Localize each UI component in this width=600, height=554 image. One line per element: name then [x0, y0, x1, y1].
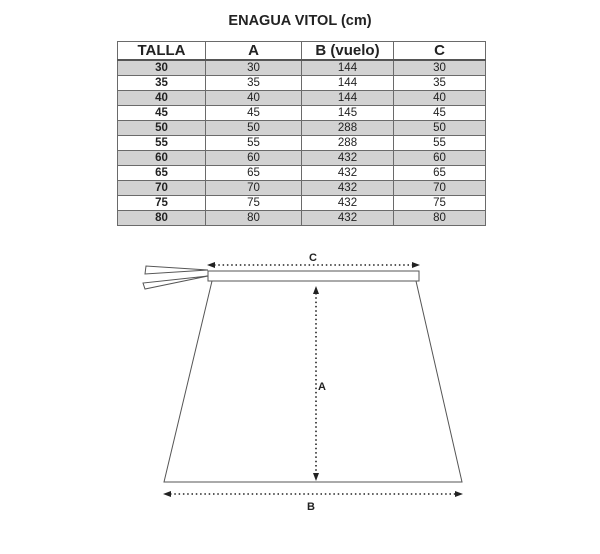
header-a: A — [206, 42, 302, 61]
cell-a: 75 — [206, 196, 302, 211]
cell-b-vuelo: 432 — [302, 151, 394, 166]
dimension-c-label: C — [309, 252, 317, 264]
skirt-body — [164, 281, 462, 482]
cell-b-vuelo: 144 — [302, 76, 394, 91]
cell-talla: 75 — [118, 196, 206, 211]
cell-b-vuelo: 144 — [302, 60, 394, 76]
cell-talla: 65 — [118, 166, 206, 181]
dimension-b-label: B — [307, 501, 315, 513]
header-b-vuelo: B (vuelo) — [302, 42, 394, 61]
cell-a: 45 — [206, 106, 302, 121]
dimension-a-label: A — [318, 381, 326, 393]
dimension-b-line — [163, 491, 463, 497]
cell-c: 50 — [394, 121, 486, 136]
cell-c: 75 — [394, 196, 486, 211]
cell-b-vuelo: 432 — [302, 181, 394, 196]
cell-talla: 80 — [118, 211, 206, 226]
cell-b-vuelo: 432 — [302, 166, 394, 181]
header-c: C — [394, 42, 486, 61]
cell-a: 80 — [206, 211, 302, 226]
cell-talla: 55 — [118, 136, 206, 151]
cell-c: 35 — [394, 76, 486, 91]
cell-a: 55 — [206, 136, 302, 151]
cell-b-vuelo: 288 — [302, 136, 394, 151]
cell-b-vuelo: 432 — [302, 196, 394, 211]
cell-b-vuelo: 145 — [302, 106, 394, 121]
cell-b-vuelo: 288 — [302, 121, 394, 136]
cell-b-vuelo: 144 — [302, 91, 394, 106]
header-talla: TALLA — [118, 42, 206, 61]
cell-c: 80 — [394, 211, 486, 226]
cell-b-vuelo: 432 — [302, 211, 394, 226]
cell-a: 30 — [206, 60, 302, 76]
cell-talla: 70 — [118, 181, 206, 196]
cell-talla: 40 — [118, 91, 206, 106]
cell-a: 35 — [206, 76, 302, 91]
cell-a: 70 — [206, 181, 302, 196]
cell-talla: 35 — [118, 76, 206, 91]
cell-talla: 50 — [118, 121, 206, 136]
cell-c: 40 — [394, 91, 486, 106]
cell-c: 45 — [394, 106, 486, 121]
drawstring-ties — [143, 266, 208, 289]
cell-c: 65 — [394, 166, 486, 181]
cell-c: 60 — [394, 151, 486, 166]
cell-a: 65 — [206, 166, 302, 181]
cell-c: 55 — [394, 136, 486, 151]
cell-a: 40 — [206, 91, 302, 106]
cell-talla: 45 — [118, 106, 206, 121]
cell-talla: 30 — [118, 60, 206, 76]
waistband — [208, 271, 419, 281]
cell-a: 50 — [206, 121, 302, 136]
cell-c: 30 — [394, 60, 486, 76]
page-title: ENAGUA VITOL (cm) — [228, 13, 372, 29]
cell-a: 60 — [206, 151, 302, 166]
cell-c: 70 — [394, 181, 486, 196]
cell-talla: 60 — [118, 151, 206, 166]
